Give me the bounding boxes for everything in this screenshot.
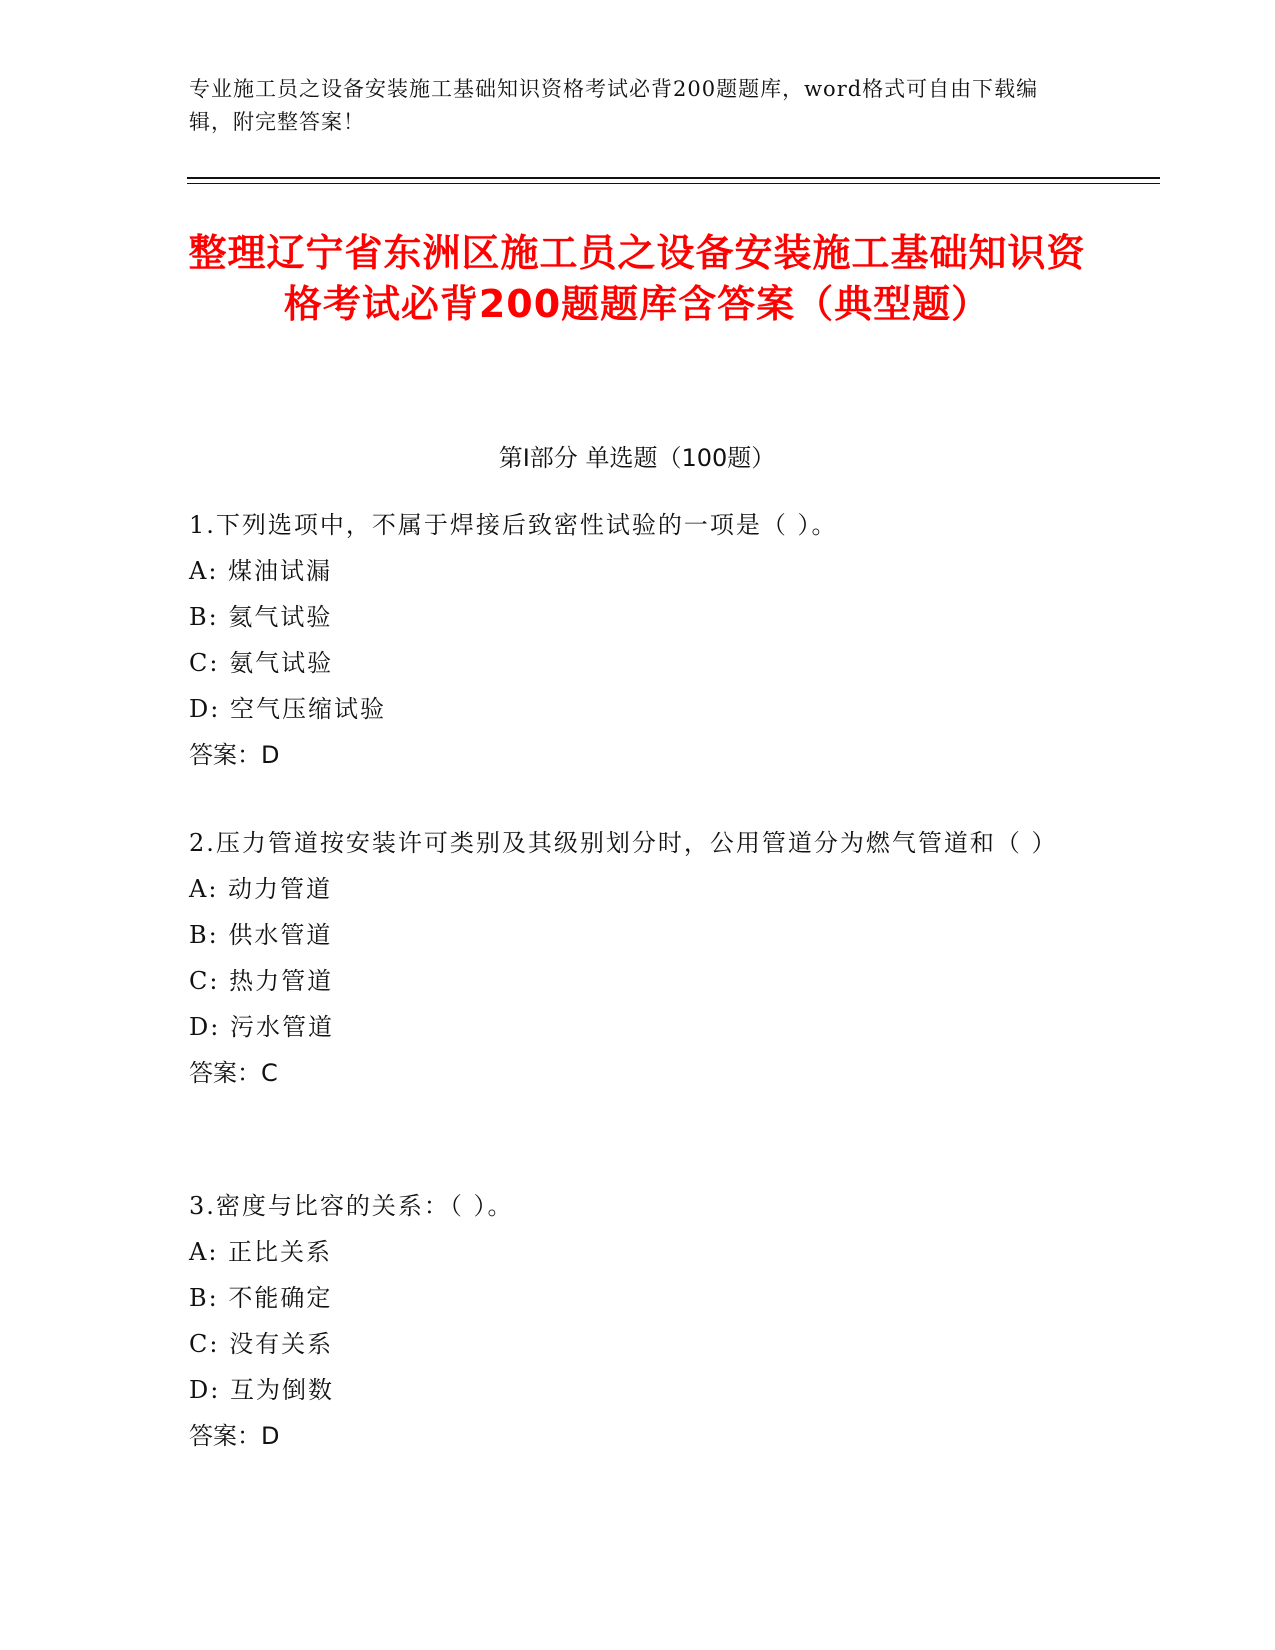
option-a: A: 动力管道 <box>189 875 333 903</box>
option-d: D: 互为倒数 <box>189 1376 334 1404</box>
option-c: C: 热力管道 <box>189 967 334 995</box>
question-stem: 2.压力管道按安装许可类别及其级别划分时，公用管道分为燃气管道和（ ） <box>189 829 1058 857</box>
option-c: C: 氨气试验 <box>189 649 334 677</box>
document-title: 整理辽宁省东洲区施工员之设备安装施工基础知识资格考试必背200题题库含答案（典型题） <box>188 231 1086 326</box>
section-heading: 第I部分 单选题（100题） <box>498 444 776 472</box>
header-rule-thick <box>187 177 1160 179</box>
option-a: A: 煤油试漏 <box>189 557 333 585</box>
option-c: C: 没有关系 <box>189 1330 334 1358</box>
option-a: A: 正比关系 <box>189 1238 333 1266</box>
option-b: B: 供水管道 <box>189 921 333 949</box>
option-b: B: 氦气试验 <box>189 603 333 631</box>
header-note: 专业施工员之设备安装施工基础知识资格考试必背200题题库，word格式可自由下载编辑，附完整答案！ <box>189 77 1039 134</box>
option-d: D: 空气压缩试验 <box>189 695 386 723</box>
option-d: D: 污水管道 <box>189 1013 334 1041</box>
question-2 <box>189 820 1089 1096</box>
question-3 <box>189 1183 1089 1459</box>
question-stem: 3.密度与比容的关系：（ ）。 <box>189 1192 514 1220</box>
question-1 <box>189 502 1089 778</box>
header-rule-thin <box>187 183 1160 184</box>
option-b: B: 不能确定 <box>189 1284 333 1312</box>
answer-line: 答案：D <box>189 741 280 769</box>
answer-line: 答案：D <box>189 1422 280 1450</box>
question-stem: 1.下列选项中，不属于焊接后致密性试验的一项是（ ）。 <box>189 511 838 539</box>
answer-line: 答案：C <box>189 1059 278 1087</box>
